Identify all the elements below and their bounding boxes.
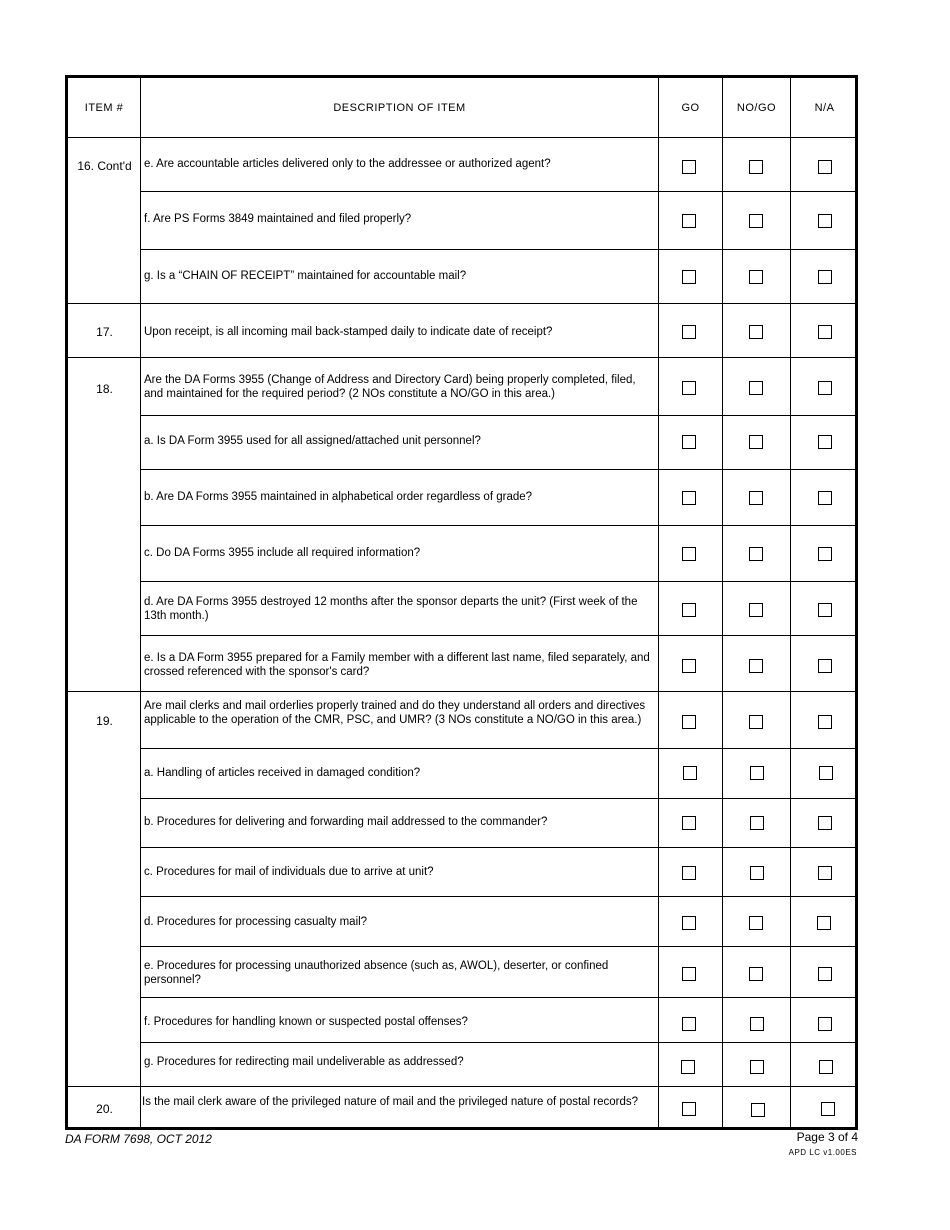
go-checkbox[interactable] <box>682 967 696 981</box>
item-number-16: 16. Cont'd <box>77 159 132 173</box>
item-description: a. Handling of articles received in damaged condition? <box>144 767 421 779</box>
go-checkbox[interactable] <box>682 816 696 830</box>
na-checkbox[interactable] <box>821 1102 835 1116</box>
header-go: GO <box>681 102 700 114</box>
nogo-checkbox[interactable] <box>749 325 763 339</box>
nogo-checkbox[interactable] <box>749 916 763 930</box>
nogo-checkbox[interactable] <box>749 160 763 174</box>
form-identifier: DA FORM 7698, OCT 2012 <box>65 1132 212 1146</box>
na-checkbox[interactable] <box>818 659 832 673</box>
go-checkbox[interactable] <box>682 160 696 174</box>
go-checkbox[interactable] <box>682 603 696 617</box>
column-divider <box>140 78 141 1127</box>
row-divider <box>68 1086 855 1087</box>
go-checkbox[interactable] <box>682 659 696 673</box>
row-divider <box>140 191 855 192</box>
item-description: c. Procedures for mail of individuals due to arrive at unit? <box>144 866 434 878</box>
na-checkbox[interactable] <box>818 435 832 449</box>
nogo-checkbox[interactable] <box>749 491 763 505</box>
go-checkbox[interactable] <box>682 270 696 284</box>
item-description: e. Is a DA Form 3955 prepared for a Family member with a different last name, filed separately, and crossed referenced with the sponsor's card? <box>144 652 650 678</box>
item-description: b. Are DA Forms 3955 maintained in alphabetical order regardless of grade? <box>144 491 533 503</box>
row-divider <box>140 1042 855 1043</box>
item-description: g. Is a “CHAIN OF RECEIPT” maintained for accountable mail? <box>144 270 467 282</box>
row-divider <box>140 581 855 582</box>
go-checkbox[interactable] <box>682 1102 696 1116</box>
row-divider <box>68 691 855 692</box>
go-checkbox[interactable] <box>683 766 697 780</box>
item-description: a. Is DA Form 3955 used for all assigned/attached unit personnel? <box>144 435 481 447</box>
checklist-form <box>65 75 858 1130</box>
nogo-checkbox[interactable] <box>750 816 764 830</box>
page-number: Page 3 of 4 <box>796 1130 858 1144</box>
row-divider <box>140 469 855 470</box>
header-item: ITEM # <box>84 102 124 114</box>
header-nogo: NO/GO <box>736 102 777 114</box>
row-divider <box>140 525 855 526</box>
go-checkbox[interactable] <box>682 214 696 228</box>
nogo-checkbox[interactable] <box>750 866 764 880</box>
header-description: DESCRIPTION OF ITEM <box>333 102 466 114</box>
go-checkbox[interactable] <box>682 1017 696 1031</box>
na-checkbox[interactable] <box>819 1060 833 1074</box>
row-divider <box>140 748 855 749</box>
row-divider <box>140 415 855 416</box>
column-divider <box>658 78 659 1127</box>
na-checkbox[interactable] <box>818 866 832 880</box>
na-checkbox[interactable] <box>818 491 832 505</box>
item-description: f. Are PS Forms 3849 maintained and filed properly? <box>144 213 412 225</box>
go-checkbox[interactable] <box>681 1060 695 1074</box>
item-number-18: 18. <box>96 382 113 396</box>
row-divider <box>140 896 855 897</box>
na-checkbox[interactable] <box>818 270 832 284</box>
item-description: e. Are accountable articles delivered only to the addressee or authorized agent? <box>144 158 551 170</box>
nogo-checkbox[interactable] <box>749 715 763 729</box>
item-number-20: 20. <box>96 1102 113 1116</box>
item-description: e. Procedures for processing unauthorized absence (such as, AWOL), deserter, or confined personnel? <box>144 960 609 986</box>
row-divider <box>68 137 855 138</box>
row-divider <box>140 997 855 998</box>
nogo-checkbox[interactable] <box>751 1103 765 1117</box>
row-divider <box>68 303 855 304</box>
go-checkbox[interactable] <box>682 547 696 561</box>
row-divider <box>68 357 855 358</box>
nogo-checkbox[interactable] <box>749 547 763 561</box>
item-description: g. Procedures for redirecting mail undeliverable as addressed? <box>144 1056 464 1068</box>
item-description: Is the mail clerk aware of the privileged nature of mail and the privileged nature of postal records? <box>142 1096 639 1108</box>
go-checkbox[interactable] <box>682 381 696 395</box>
na-checkbox[interactable] <box>817 916 831 930</box>
row-divider <box>140 798 855 799</box>
row-divider <box>140 635 855 636</box>
na-checkbox[interactable] <box>818 1017 832 1031</box>
nogo-checkbox[interactable] <box>749 381 763 395</box>
item-description: Upon receipt, is all incoming mail back-stamped daily to indicate date of receipt? <box>144 326 553 338</box>
go-checkbox[interactable] <box>682 325 696 339</box>
item-description: Are mail clerks and mail orderlies properly trained and do they understand all orders and directives applicable to the operation of the CMR, PSC, and UMR? (3 NOs constitute a NO/GO in this area.) <box>144 700 646 726</box>
go-checkbox[interactable] <box>682 715 696 729</box>
nogo-checkbox[interactable] <box>750 1017 764 1031</box>
nogo-checkbox[interactable] <box>750 1060 764 1074</box>
na-checkbox[interactable] <box>818 214 832 228</box>
nogo-checkbox[interactable] <box>750 766 764 780</box>
na-checkbox[interactable] <box>818 381 832 395</box>
column-divider <box>790 78 791 1127</box>
item-description: f. Procedures for handling known or suspected postal offenses? <box>144 1016 468 1028</box>
na-checkbox[interactable] <box>818 547 832 561</box>
row-divider <box>140 249 855 250</box>
nogo-checkbox[interactable] <box>749 967 763 981</box>
item-description: Are the DA Forms 3955 (Change of Address and Directory Card) being properly completed, filed, and maintained for the required period? (2 NOs constitute a NO/GO in this area.) <box>144 374 636 400</box>
go-checkbox[interactable] <box>682 916 696 930</box>
na-checkbox[interactable] <box>819 766 833 780</box>
na-checkbox[interactable] <box>818 816 832 830</box>
nogo-checkbox[interactable] <box>749 659 763 673</box>
nogo-checkbox[interactable] <box>749 603 763 617</box>
na-checkbox[interactable] <box>818 325 832 339</box>
nogo-checkbox[interactable] <box>749 435 763 449</box>
go-checkbox[interactable] <box>682 435 696 449</box>
nogo-checkbox[interactable] <box>749 214 763 228</box>
na-checkbox[interactable] <box>818 603 832 617</box>
item-number-17: 17. <box>96 325 113 339</box>
header-na: N/A <box>814 102 835 114</box>
na-checkbox[interactable] <box>818 967 832 981</box>
row-divider <box>140 946 855 947</box>
nogo-checkbox[interactable] <box>749 270 763 284</box>
go-checkbox[interactable] <box>682 866 696 880</box>
item-description: d. Are DA Forms 3955 destroyed 12 months after the sponsor departs the unit? (First week of the 13th month.) <box>144 596 638 622</box>
item-description: b. Procedures for delivering and forwarding mail addressed to the commander? <box>144 816 548 828</box>
version-label: APD LC v1.00ES <box>788 1148 857 1157</box>
na-checkbox[interactable] <box>818 715 832 729</box>
go-checkbox[interactable] <box>682 491 696 505</box>
item-number-19: 19. <box>96 714 113 728</box>
item-description: c. Do DA Forms 3955 include all required information? <box>144 547 421 559</box>
column-divider <box>722 78 723 1127</box>
na-checkbox[interactable] <box>818 160 832 174</box>
item-description: d. Procedures for processing casualty mail? <box>144 916 368 928</box>
row-divider <box>140 847 855 848</box>
